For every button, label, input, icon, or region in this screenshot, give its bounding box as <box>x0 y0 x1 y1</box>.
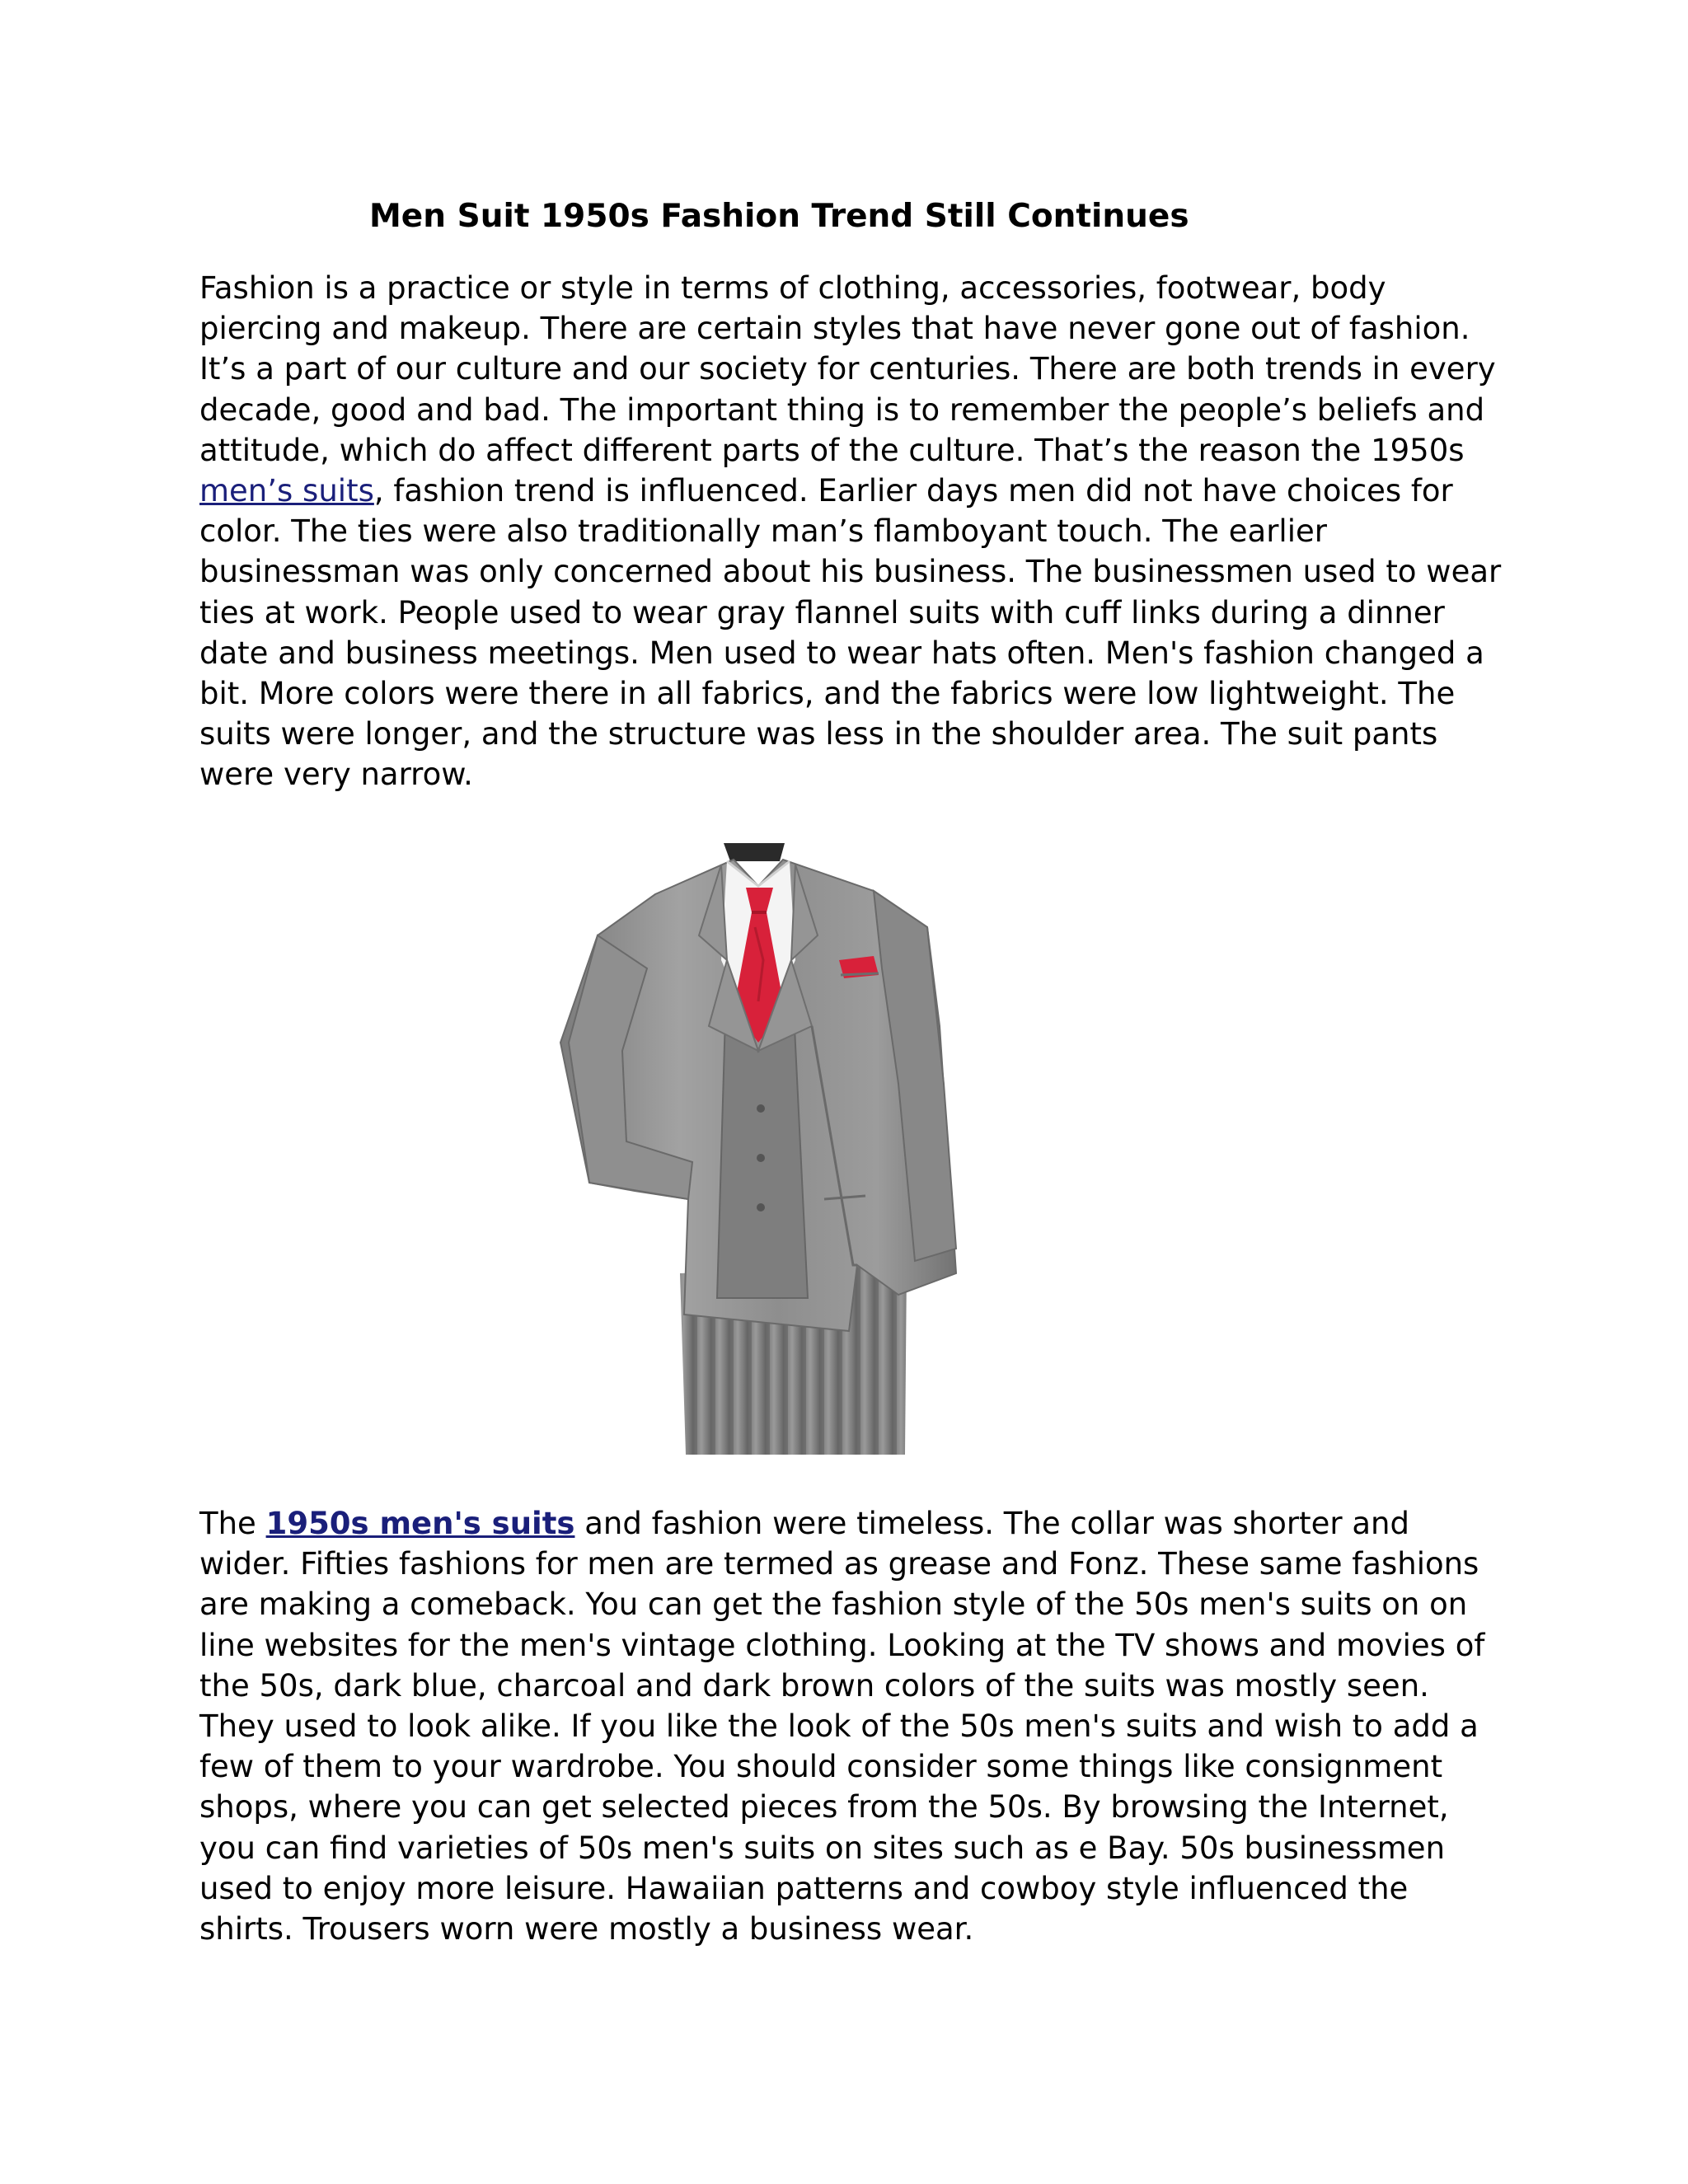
vest-button-1 <box>757 1104 765 1113</box>
paragraph-timeless-text-2: and fashion were timeless. The collar was shorter and wider. Fifties fashions for men are termed as grease and Fonz. These same fashions are making a comeback. You can get the fashion style of the 50s men's suits on on line websites for the men's vintage clothing. Looking at the TV shows and movies of the 50s, dark blue, charcoal and dark brown colors of the suits was mostly seen. They used to look alike. If you like the look of the 50s men's suits and wish to add a few of them to your wardrobe. You should consider some things like consignment shops, where you can get selected pieces from the 50s. By browsing the Internet, you can find varieties of 50s men's suits on sites such as e Bay. 50s businessmen used to enjoy more leisure. Hawaiian patterns and cowboy style influenced the shirts. Trousers worn were mostly a business wear. <box>199 1506 1485 1947</box>
paragraph-timeless-text-1: The <box>199 1506 266 1541</box>
mens-suits-link[interactable]: men’s suits <box>199 473 374 509</box>
article-title: Men Suit 1950s Fashion Trend Still Continues <box>369 198 1189 235</box>
paragraph-timeless <box>199 1503 1502 1949</box>
suit-illustration <box>511 837 1039 1455</box>
vest-button-3 <box>757 1203 765 1212</box>
1950s-mens-suits-link[interactable]: 1950s men's suits <box>265 1506 575 1541</box>
gray-three-piece-suit-image <box>511 837 1039 1455</box>
paragraph-intro-text-2: , fashion trend is influenced. Earlier days men did not have choices for color. The ties were also traditionally man’s flamboyant touch. The earlier businessman was only concerned about his business. The businessmen used to wear ties at work. People used to wear gray flannel suits with cuff links during a dinner date and business meetings. Men used to wear hats often. Men's fashion changed a bit. More colors were there in all fabrics, and the fabrics were low lightweight. The suits were longer, and the structure was less in the shoulder area. The suit pants were very narrow. <box>199 473 1502 793</box>
paragraph-intro <box>199 268 1502 795</box>
paragraph-intro-text-1: Fashion is a practice or style in terms of clothing, accessories, footwear, body piercing and makeup. There are certain styles that have never gone out of fashion. It’s a part of our culture and our society for centuries. There are both trends in every decade, good and bad. The important thing is to remember the people’s beliefs and attitude, which do affect different parts of the culture. That’s the reason the 1950s <box>199 270 1496 468</box>
mannequin-neck-shape <box>724 843 785 861</box>
vest-button-2 <box>757 1154 765 1162</box>
